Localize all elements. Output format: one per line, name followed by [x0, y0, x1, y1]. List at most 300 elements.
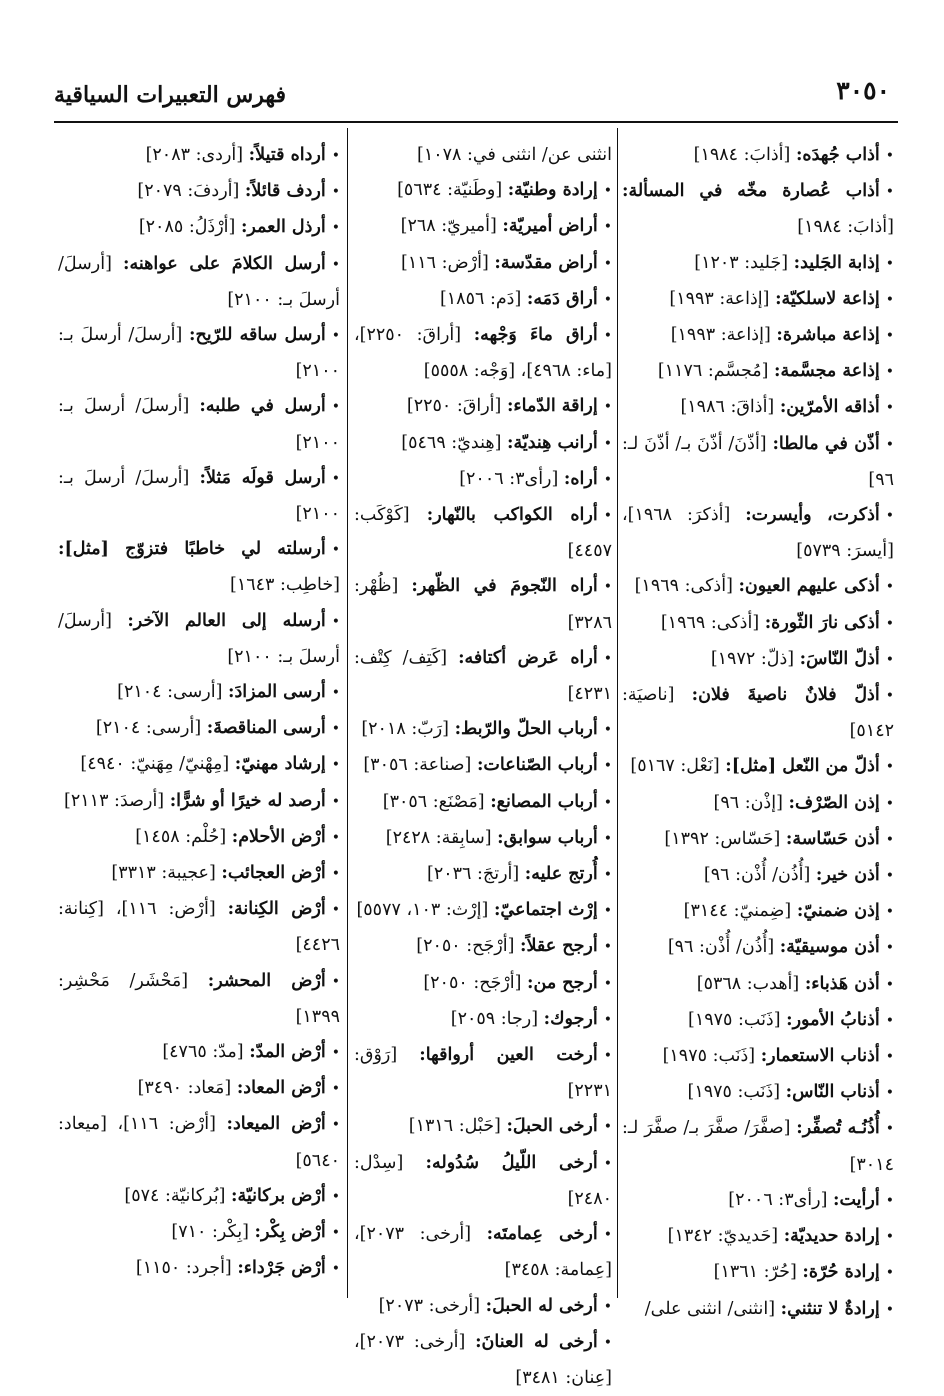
- bullet-icon: •: [885, 759, 894, 776]
- entry-reference: [حُرّ: ١٣٦١]: [713, 1262, 797, 1283]
- index-entry: [622, 498, 894, 569]
- bullet-icon: •: [331, 542, 340, 559]
- entry-term: أرسلته لي خاطبًا فتزوّج [مثل]:: [58, 539, 326, 560]
- entry-term: أرخى الحبلَ:: [506, 1116, 598, 1137]
- bullet-icon: •: [603, 1334, 612, 1351]
- entry-reference: [أرْجَح: ٢٠٥٠]: [416, 936, 515, 957]
- index-entry: [622, 749, 894, 785]
- entry-term: أذّن في مالطا:: [772, 433, 880, 454]
- column-middle: [354, 138, 612, 1388]
- index-entry: [622, 1111, 894, 1182]
- index-entry: [622, 642, 894, 678]
- entry-reference: [أرْض: ١١٦]، [كِنانة: ٤٤٢٦]: [58, 899, 340, 956]
- column-right: [622, 138, 894, 1319]
- bullet-icon: •: [331, 1081, 340, 1098]
- bullet-icon: •: [885, 364, 894, 381]
- entry-reference: [سِدْل: ٢٤٨٠]: [354, 1152, 612, 1209]
- entry-reference: [أرْض: ١١٦]، [ميعاد: ٥٦٤٠]: [58, 1114, 340, 1171]
- entry-reference: [سابِقة: ٢٤٢٨]: [385, 827, 492, 848]
- entry-reference: [مَصْنَع: ٣٠٥٦]: [382, 791, 485, 812]
- index-entry: [622, 1292, 894, 1328]
- entry-term: أرسل قولَه مَثلاً:: [199, 467, 326, 488]
- index-entry: [354, 748, 612, 784]
- index-entry: [622, 282, 894, 318]
- bullet-icon: •: [331, 1261, 340, 1278]
- index-entry: [622, 138, 894, 174]
- bullet-icon: •: [331, 470, 341, 487]
- index-entry: [58, 1035, 340, 1071]
- entry-term: أذلّ من النّعل [مثل]:: [725, 756, 880, 777]
- entry-term: أرباب الصّناعات:: [476, 755, 598, 776]
- bullet-icon: •: [885, 328, 894, 345]
- bullet-icon: •: [885, 184, 894, 201]
- index-entry: [354, 282, 612, 318]
- index-entry: [622, 1003, 894, 1039]
- entry-term: إذاعة مجسَّمة:: [774, 361, 880, 382]
- entry-reference: [رجا: ٢٠٥٩]: [450, 1008, 539, 1029]
- entry-term: أذن خير:: [815, 865, 880, 886]
- index-entry: [354, 569, 612, 640]
- bullet-icon: •: [331, 793, 340, 810]
- bullet-icon: •: [603, 219, 612, 236]
- index-entry: [622, 858, 894, 894]
- entry-term: إرادةٌ لا تنثني:: [780, 1298, 880, 1319]
- entry-term: أرخى عِمامتَه:: [486, 1224, 598, 1245]
- entry-reference: [أرصدَ: ٢١١٣]: [64, 790, 165, 811]
- column-left: [58, 138, 340, 1298]
- entry-term: أرجح عقلاً:: [520, 936, 598, 957]
- bullet-icon: •: [603, 1155, 612, 1172]
- bullet-icon: •: [331, 328, 340, 345]
- index-entry: [58, 856, 340, 892]
- bullet-icon: •: [603, 722, 612, 739]
- bullet-icon: •: [603, 830, 612, 847]
- bullet-icon: •: [885, 868, 894, 885]
- bullet-icon: •: [603, 650, 612, 667]
- bullet-icon: •: [885, 1192, 894, 1209]
- entry-term: أذناب الاستعمار:: [760, 1046, 880, 1067]
- entry-term: أرْض الأحلام:: [231, 826, 326, 847]
- bullet-icon: •: [603, 1011, 612, 1028]
- index-entry: [622, 1075, 894, 1111]
- entry-term: أرْض العجائب:: [221, 863, 326, 884]
- index-entry: [58, 1215, 340, 1251]
- entry-reference: [أذّنَ/ أذّنَ بـ/ أذّنَ لـ: ٩٦]: [622, 433, 894, 490]
- entry-term: أرْض بِكْر:: [254, 1222, 326, 1243]
- entry-reference: [أراقَ: ٢٢٥٠]، [ماء: ٤٩٦٨]، [وَجْه: ٥٥٥٨]: [354, 325, 612, 382]
- entry-term: إرْث اجتماعيّ:: [493, 900, 598, 921]
- entry-term: أراض أميريّة:: [502, 216, 598, 237]
- index-entry: [354, 641, 612, 712]
- bullet-icon: •: [885, 976, 894, 993]
- index-entry: [354, 318, 612, 389]
- index-entry: [622, 174, 894, 245]
- index-entry: [58, 210, 340, 246]
- index-entry: [58, 138, 340, 174]
- entry-term: أراق ماءَ وَجْهه:: [473, 325, 598, 346]
- entry-reference: [جَليد: ١٢٠٣]: [694, 252, 789, 273]
- entry-reference: [ذَنَب: ١٩٧٥]: [687, 1082, 781, 1103]
- index-entry: [354, 893, 612, 929]
- index-entry: [354, 966, 612, 1002]
- entry-reference: [أرسلَ/ أرسلَ بـ: ٢١٠٠]: [58, 253, 340, 310]
- index-entry: [622, 246, 894, 282]
- index-entry: [354, 785, 612, 821]
- bullet-icon: •: [885, 436, 894, 453]
- entry-term: أذكرت، وأيسرت:: [745, 505, 880, 526]
- entry-term: أرْض جَرْداء:: [237, 1258, 326, 1279]
- entry-reference: [حُلْم: ١٤٥٨]: [135, 826, 227, 847]
- entry-reference: [إذْن: ٩٦]: [713, 792, 783, 813]
- entry-reference: [أرْجَح: ٢٠٥٠]: [423, 972, 522, 993]
- bullet-icon: •: [603, 1298, 612, 1315]
- entry-term: أرْض المحشر:: [207, 970, 326, 991]
- bullet-icon: •: [885, 291, 894, 308]
- index-entry: [58, 1179, 340, 1215]
- bullet-icon: •: [885, 255, 894, 272]
- bullet-icon: •: [331, 1117, 340, 1134]
- index-entry: [58, 1071, 340, 1107]
- entry-reference: [انثنى/ انثنى على/: [644, 1298, 776, 1319]
- bullet-icon: •: [331, 613, 340, 630]
- bullet-icon: •: [603, 794, 612, 811]
- entry-reference: [أذاقَ: ١٩٨٦]: [680, 397, 775, 418]
- entry-reference: [أرسلَ/ أرسلَ بـ: ٢١٠٠]: [58, 325, 340, 382]
- index-entry: [622, 1255, 894, 1291]
- entry-reference: [أُذُن/ أُذْن: ٩٦]: [667, 937, 775, 958]
- entry-reference: [أرْذَلُ: ٢٠٨٥]: [138, 217, 236, 238]
- index-entry: [354, 1109, 612, 1145]
- bullet-icon: •: [885, 904, 894, 921]
- entry-reference: [أرسلَ/ أرسلَ بـ: ٢١٠٠]: [58, 396, 340, 453]
- index-entry: [354, 1217, 612, 1288]
- index-entry: [354, 138, 612, 173]
- entry-reference: [مُجسَّم: ١١٧٦]: [657, 361, 769, 382]
- entry-term: أذكى عليهم العيون:: [738, 576, 880, 597]
- entry-term: أذناب النّاس:: [785, 1082, 880, 1103]
- index-entry: [622, 1039, 894, 1075]
- index-entry: [58, 784, 340, 820]
- bullet-icon: •: [885, 940, 894, 957]
- bullet-icon: •: [885, 688, 894, 705]
- entry-term: أرخى له الحبلَ:: [485, 1295, 598, 1316]
- bullet-icon: •: [885, 400, 894, 417]
- index-entry: [354, 1325, 612, 1396]
- entry-reference: [أرسلَ/ أرسلَ بـ: ٢١٠٠]: [58, 467, 340, 525]
- page-number: ٣٠٥٠: [836, 76, 890, 105]
- entry-reference: [أذكى: ١٩٦٩]: [634, 576, 733, 597]
- bullet-icon: •: [331, 220, 340, 237]
- index-entry: [354, 1038, 612, 1109]
- entry-reference: [رَوْق: ٢٢٣١]: [354, 1045, 612, 1102]
- entry-term: أذاب عُصارة مخّه في المسألة:: [622, 181, 880, 202]
- bullet-icon: •: [603, 255, 612, 272]
- entry-term: أرسل ساقه للرّيح:: [189, 325, 326, 346]
- bullet-icon: •: [331, 184, 340, 201]
- index-entry: [354, 389, 612, 425]
- bullet-icon: •: [331, 399, 340, 416]
- bullet-icon: •: [331, 1188, 340, 1205]
- index-entry: [58, 604, 340, 675]
- entry-term: أرصد له خيرًا أو شرًّا:: [169, 790, 326, 811]
- bullet-icon: •: [603, 328, 612, 345]
- bullet-icon: •: [885, 1121, 894, 1138]
- entry-term: أرخت العين أرواقها:: [419, 1045, 598, 1066]
- index-entry: [58, 747, 340, 783]
- header-rule: [54, 121, 898, 123]
- entry-reference: [حَسّاس: ١٣٩٢]: [664, 828, 781, 849]
- running-title: فهرس التعبيرات السياقية: [54, 82, 287, 108]
- bullet-icon: •: [331, 757, 340, 774]
- entry-reference: [صناعة: ٣٠٥٦]: [363, 755, 472, 776]
- entry-term: أرخى له العنانَ:: [475, 1331, 598, 1352]
- entry-term: أرجح من:: [527, 972, 598, 993]
- index-entry: [58, 532, 340, 603]
- entry-term: أراق دَمَه:: [526, 288, 598, 309]
- entry-reference: [أرسى: ٢١٠٤]: [117, 682, 223, 703]
- entry-reference: [أذكرَ: ١٩٦٨]، [أيسرَ: ٥٧٣٩]: [622, 505, 894, 562]
- entry-term: أراض مقدّسة:: [494, 252, 598, 273]
- entry-term: أرأيت:: [833, 1189, 880, 1210]
- entry-term: أذاقه الأمرّين:: [779, 397, 880, 418]
- entry-term: أذكى نارَ الثّورة:: [764, 612, 880, 633]
- bullet-icon: •: [331, 685, 340, 702]
- entry-reference: [صفَّرَ/ صفَّرَ بـ/ صفَّرَ لـ: ٣٠١٤]: [622, 1118, 894, 1175]
- entry-term: أرسى المزادَ:: [227, 682, 326, 703]
- index-entry: [354, 246, 612, 282]
- bullet-icon: •: [885, 1229, 894, 1246]
- index-entry: [58, 892, 340, 963]
- entry-reference: [حَديديّ: ١٣٤٢]: [667, 1226, 779, 1247]
- entry-reference: [خاطِب: ١٦٤٣]: [230, 575, 340, 596]
- column-divider: [347, 128, 348, 1298]
- entry-reference: [نَعْل: ٥١٦٧]: [630, 756, 720, 777]
- index-entry: [58, 820, 340, 856]
- entry-reference: انثنى عن/ انثنى في: ١٠٧٨]: [417, 145, 612, 165]
- entry-reference: [ذلّ: ١٩٧٢]: [710, 648, 795, 669]
- entry-term: أرْض بركانيّة:: [230, 1185, 326, 1206]
- bullet-icon: •: [603, 758, 612, 775]
- entry-term: أذن حَسّاسة:: [785, 828, 880, 849]
- entry-reference: [أرتجَ: ٢٠٣٦]: [427, 864, 520, 885]
- bullet-icon: •: [885, 1265, 894, 1282]
- index-entry: [622, 786, 894, 822]
- entry-term: أرْض المدّ:: [249, 1042, 326, 1063]
- entry-reference: [أرخى: ٢٠٧٣]، [عِمامة: ٣٤٥٨]: [354, 1224, 612, 1281]
- bullet-icon: •: [331, 902, 340, 919]
- entry-reference: [مدّ: ٤٧٦٥]: [162, 1042, 244, 1063]
- entry-term: إذن ضمنيّ:: [796, 901, 880, 922]
- index-entry: [354, 462, 612, 498]
- bullet-icon: •: [885, 795, 894, 812]
- entry-reference: [بُركانيّة: ٥٧٤]: [124, 1185, 226, 1206]
- entry-term: إذاعة لاسلكيّة:: [775, 288, 880, 309]
- index-entry: [622, 390, 894, 426]
- entry-reference: [أرخى: ٢٠٧٣]: [378, 1295, 481, 1316]
- entry-reference: [ذَنَب: ١٩٧٥]: [687, 1009, 781, 1030]
- entry-term: أرسله إلى العالم الآخر:: [127, 610, 326, 631]
- index-entry: [354, 1146, 612, 1217]
- entry-term: إراقة الدّماء:: [506, 396, 598, 417]
- bullet-icon: •: [885, 831, 894, 848]
- entry-reference: [أذابَ: ١٩٨٤]: [693, 145, 791, 165]
- entry-term: أرذل العمر:: [240, 217, 326, 238]
- entry-reference: [أهدب: ٥٣٦٨]: [696, 973, 800, 994]
- index-entry: [58, 247, 340, 318]
- bullet-icon: •: [331, 148, 340, 164]
- entry-reference: [إذاعة: ١٩٩٣]: [670, 325, 771, 346]
- index-entry: [354, 173, 612, 209]
- entry-term: أرْض الكِنانة:: [227, 899, 326, 920]
- entry-reference: [إرْث: ١٠٣، ٥٥٧٧]: [356, 900, 489, 921]
- entry-term: أرباب المصانع:: [490, 791, 598, 812]
- entry-term: أرجوك:: [543, 1008, 598, 1029]
- entry-term: أرخى اللّيلُ سُدُوله:: [425, 1152, 598, 1173]
- entry-term: أرسل الكلامَ على عواهنه:: [123, 253, 326, 274]
- bullet-icon: •: [885, 615, 894, 632]
- index-entry: [622, 967, 894, 1003]
- index-entry: [58, 389, 340, 460]
- entry-term: أُذُنُـه تُصفِّر:: [796, 1118, 880, 1139]
- bullet-icon: •: [603, 903, 612, 920]
- entry-term: إذابة الجَليد:: [793, 252, 880, 273]
- entry-term: إذن الصّرْف:: [788, 792, 880, 813]
- index-entry: [622, 894, 894, 930]
- index-entry: [58, 1107, 340, 1178]
- index-entry: [58, 964, 340, 1035]
- entry-reference: [أردى: ٢٠٨٣]: [145, 145, 244, 165]
- entry-reference: [أراقَ: ٢٢٥٠]: [406, 396, 502, 417]
- entry-term: أرسل في طلبه:: [199, 396, 326, 417]
- entry-term: إرادة حُرّة:: [802, 1262, 880, 1283]
- bullet-icon: •: [885, 1301, 894, 1318]
- bullet-icon: •: [331, 866, 340, 883]
- bullet-icon: •: [331, 1225, 340, 1242]
- bullet-icon: •: [885, 148, 894, 164]
- entry-reference: [رَبّ: ٢٠١٨]: [361, 719, 449, 740]
- entry-term: أرباب الحلّ والرّبط:: [454, 719, 598, 740]
- bullet-icon: •: [885, 651, 894, 668]
- bullet-icon: •: [603, 1227, 612, 1244]
- entry-reference: [حَبْل: ١٣١٦]: [408, 1116, 501, 1137]
- entry-reference: [أرخى: ٢٠٧٣]، [عِنان: ٣٤٨١]: [354, 1331, 612, 1388]
- entry-reference: [مَعاد: ٣٤٩٠]: [137, 1078, 232, 1099]
- bullet-icon: •: [885, 1085, 894, 1102]
- entry-term: أذنابُ الأمور:: [786, 1009, 880, 1030]
- index-entry: [622, 318, 894, 354]
- entry-reference: [رأى٣: ٢٠٠٦]: [459, 468, 559, 489]
- entry-term: أذن هَذباء:: [804, 973, 880, 994]
- index-entry: [354, 929, 612, 965]
- index-entry: [354, 1002, 612, 1038]
- entry-term: أرداه قتيلاً:: [248, 145, 326, 165]
- entry-term: أراه النّجومَ في الظّهر:: [411, 576, 598, 597]
- index-entry: [58, 675, 340, 711]
- entry-term: أراه:: [563, 468, 598, 489]
- index-entry: [354, 712, 612, 748]
- index-entry: [58, 461, 340, 532]
- entry-reference: [أرسلَ/ أرسلَ بـ: ٢١٠٠]: [58, 610, 340, 667]
- entry-term: إرادة وطنيّة:: [507, 180, 598, 201]
- bullet-icon: •: [885, 579, 894, 596]
- entry-reference: [ذَنَب: ١٩٧٥]: [662, 1046, 756, 1067]
- index-entry: [58, 318, 340, 389]
- index-entry: [354, 857, 612, 893]
- entry-term: أرسى المناقصةَ:: [206, 718, 326, 739]
- bullet-icon: •: [603, 471, 612, 488]
- entry-reference: [كَوْكَب: ٤٤٥٧]: [354, 505, 612, 562]
- index-entry: [622, 678, 894, 749]
- index-entry: [58, 1251, 340, 1287]
- bullet-icon: •: [331, 721, 340, 738]
- entry-reference: [ناصيَة: ٥١٤٢]: [622, 685, 894, 742]
- entry-term: أراه عَرض أكتافه:: [458, 647, 598, 668]
- entry-term: إرشاد مهنيّ:: [234, 754, 326, 775]
- entry-reference: [رأى٣: ٢٠٠٦]: [728, 1189, 828, 1210]
- index-entry: [622, 354, 894, 390]
- entry-reference: [أُذُن/ أُذْن: ٩٦]: [703, 865, 811, 886]
- bullet-icon: •: [331, 256, 340, 273]
- entry-reference: [إذاعة: ١٩٩٣]: [669, 288, 770, 309]
- entry-term: أردف قائلاً:: [244, 181, 326, 202]
- entry-term: أذن موسيقيّة:: [779, 937, 880, 958]
- entry-term: أذاب جُهدَه:: [795, 145, 880, 165]
- column-divider: [617, 128, 618, 1298]
- entry-reference: [أردفَ: ٢٠٧٩]: [137, 181, 240, 202]
- bullet-icon: •: [603, 399, 612, 416]
- entry-term: إذاعة مباشرة:: [776, 325, 880, 346]
- entry-reference: [أرْض: ١١٦]: [401, 252, 489, 273]
- index-entry: [622, 822, 894, 858]
- entry-reference: [وطَنيّة: ٥٦٣٤]: [397, 180, 503, 201]
- index-entry: [354, 1289, 612, 1325]
- bullet-icon: •: [603, 939, 612, 956]
- index-entry: [622, 1219, 894, 1255]
- index-entry: [622, 606, 894, 642]
- bullet-icon: •: [331, 829, 340, 846]
- page-header: [54, 76, 898, 116]
- bullet-icon: •: [603, 579, 612, 596]
- index-entry: [354, 821, 612, 857]
- entry-term: أُرتج عليه:: [524, 864, 598, 885]
- entry-reference: [ظُهْر: ٣٢٨٦]: [354, 576, 612, 633]
- entry-reference: [أذكى: ١٩٦٩]: [660, 612, 760, 633]
- entry-term: أرْض المعاد:: [236, 1078, 326, 1099]
- entry-reference: [ضِمنيّ: ٣١٤٤]: [683, 901, 792, 922]
- bullet-icon: •: [603, 867, 612, 884]
- bullet-icon: •: [603, 975, 612, 992]
- entry-reference: [كَتِف/ كِتْف: ٤٢٣١]: [354, 647, 612, 705]
- bullet-icon: •: [885, 1049, 894, 1066]
- index-entry: [354, 209, 612, 245]
- entry-reference: [أميريّ: ٢٦٨]: [400, 216, 497, 237]
- bullet-icon: •: [885, 508, 894, 525]
- index-entry: [622, 427, 894, 498]
- bullet-icon: •: [331, 973, 340, 990]
- entry-reference: [دَم: ١٨٥٦]: [439, 288, 522, 309]
- index-entry: [622, 930, 894, 966]
- entry-term: أرباب سوابق:: [497, 827, 598, 848]
- index-entry: [622, 569, 894, 605]
- entry-reference: [أرسى: ٢١٠٤]: [95, 718, 202, 739]
- entry-reference: [أجرد: ١١٥٠]: [135, 1258, 232, 1279]
- entry-reference: [بِكْر: ٧١٠]: [171, 1222, 249, 1243]
- bullet-icon: •: [603, 1048, 612, 1065]
- entry-term: إرادة حديديّة:: [783, 1226, 880, 1247]
- bullet-icon: •: [603, 183, 612, 200]
- bullet-icon: •: [603, 1119, 612, 1136]
- entry-reference: [عجيبة: ٣٣١٣]: [111, 863, 216, 884]
